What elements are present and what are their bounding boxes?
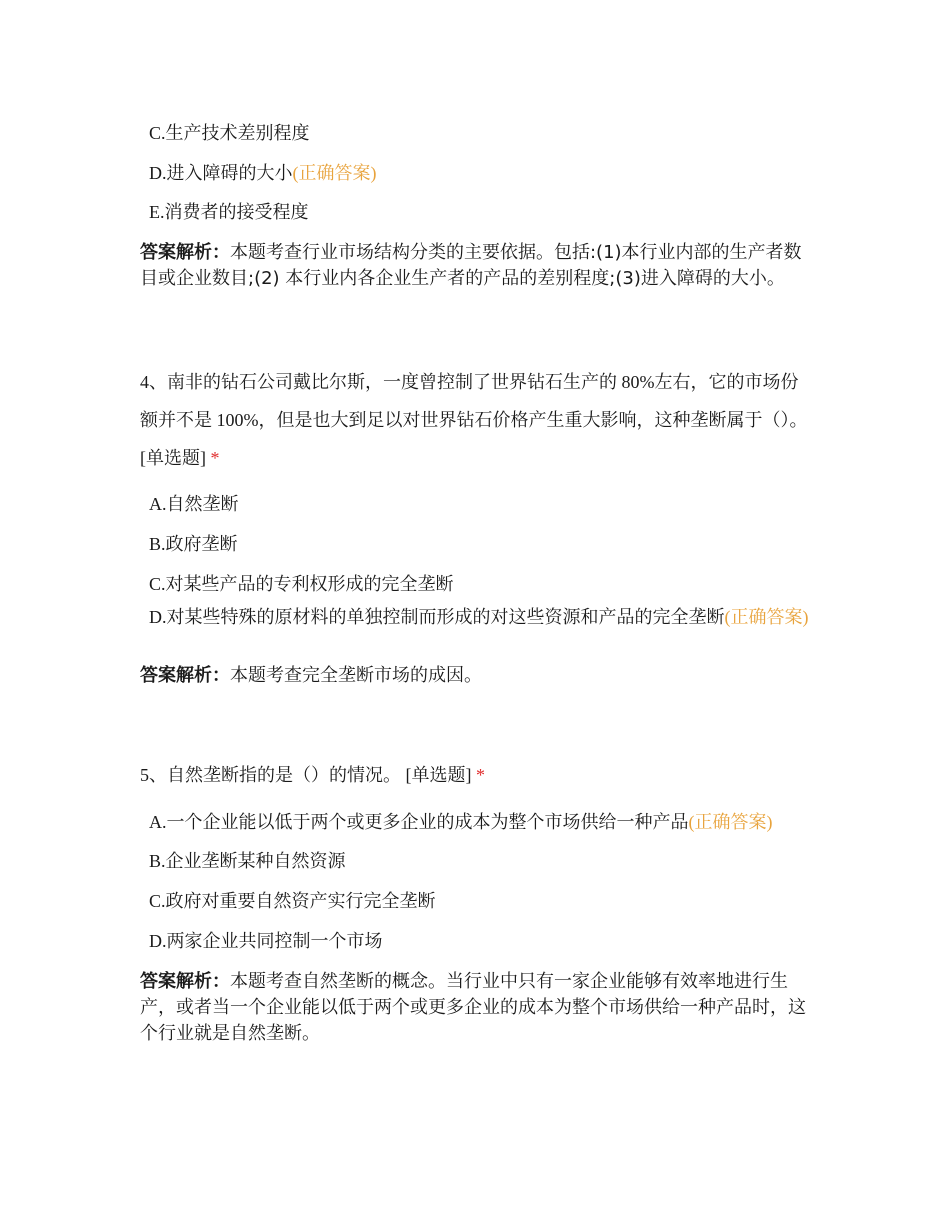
- option-text: A.一个企业能以低于两个或更多企业的成本为整个市场供给一种产品: [149, 812, 689, 832]
- option-text: C.对某些产品的专利权形成的完全垄断: [149, 574, 454, 594]
- option-text: C.政府对重要自然资产实行完全垄断: [149, 891, 436, 911]
- option-text: D.两家企业共同控制一个市场: [149, 931, 383, 951]
- question-type: [单选题]: [405, 765, 472, 785]
- q3-option-d[interactable]: [149, 161, 809, 186]
- q3-option-c[interactable]: [149, 121, 809, 146]
- q5-analysis: [140, 969, 812, 1047]
- q4-option-a[interactable]: [149, 492, 809, 517]
- q5-option-c[interactable]: [149, 889, 809, 914]
- correct-answer-marker: (正确答案): [724, 607, 809, 627]
- q4-option-b[interactable]: [149, 532, 809, 557]
- q5-option-d[interactable]: [149, 929, 809, 954]
- option-text: D.进入障碍的大小: [149, 163, 293, 183]
- analysis-text: 本题考查行业市场结构分类的主要依据。包括:(1)本行业内部的生产者数目或企业数目;(2) 本行业内各企业生产者的产品的差别程度;(3)进入障碍的大小。: [140, 242, 802, 289]
- question-type: [单选题]: [140, 448, 206, 468]
- analysis-text: 本题考查完全垄断市场的成因。: [230, 665, 482, 686]
- required-marker: *: [476, 765, 485, 785]
- analysis-label: 答案解析：: [140, 665, 230, 686]
- q5-option-a[interactable]: [149, 810, 809, 835]
- question-text: 5、自然垄断指的是（）的情况。: [140, 765, 401, 785]
- option-text: B.政府垄断: [149, 534, 238, 554]
- q4-option-c[interactable]: [149, 572, 809, 597]
- q3-option-e[interactable]: [149, 200, 809, 225]
- correct-answer-marker: (正确答案): [688, 812, 773, 832]
- option-text: B.企业垄断某种自然资源: [149, 851, 346, 871]
- required-marker: *: [210, 448, 220, 468]
- analysis-label: 答案解析：: [140, 971, 230, 992]
- q3-analysis: [140, 240, 812, 292]
- option-text: C.生产技术差别程度: [149, 123, 310, 143]
- q4-analysis: [140, 663, 812, 689]
- option-text: A.自然垄断: [149, 494, 239, 514]
- option-text: D.对某些特殊的原材料的单独控制而形成的对这些资源和产品的完全垄断: [149, 607, 725, 627]
- q5-stem: [140, 756, 812, 794]
- question-text: 4、南非的钻石公司戴比尔斯，一度曾控制了世界钻石生产的 80%左右，它的市场份额并不是 100%，但是也大到足以对世界钻石价格产生重大影响，这种垄断属于（）。: [140, 372, 808, 430]
- q5-option-b[interactable]: [149, 849, 809, 874]
- analysis-text: 本题考查自然垄断的概念。当行业中只有一家企业能够有效率地进行生产，或者当一个企业能以低于两个或更多企业的成本为整个市场供给一种产品时，这个行业就是自然垄断。: [140, 971, 806, 1044]
- analysis-label: 答案解析：: [140, 242, 230, 263]
- q4-option-d[interactable]: [149, 605, 809, 630]
- correct-answer-marker: (正确答案): [292, 163, 377, 183]
- option-text: E.消费者的接受程度: [149, 202, 309, 222]
- q4-stem: [140, 363, 812, 477]
